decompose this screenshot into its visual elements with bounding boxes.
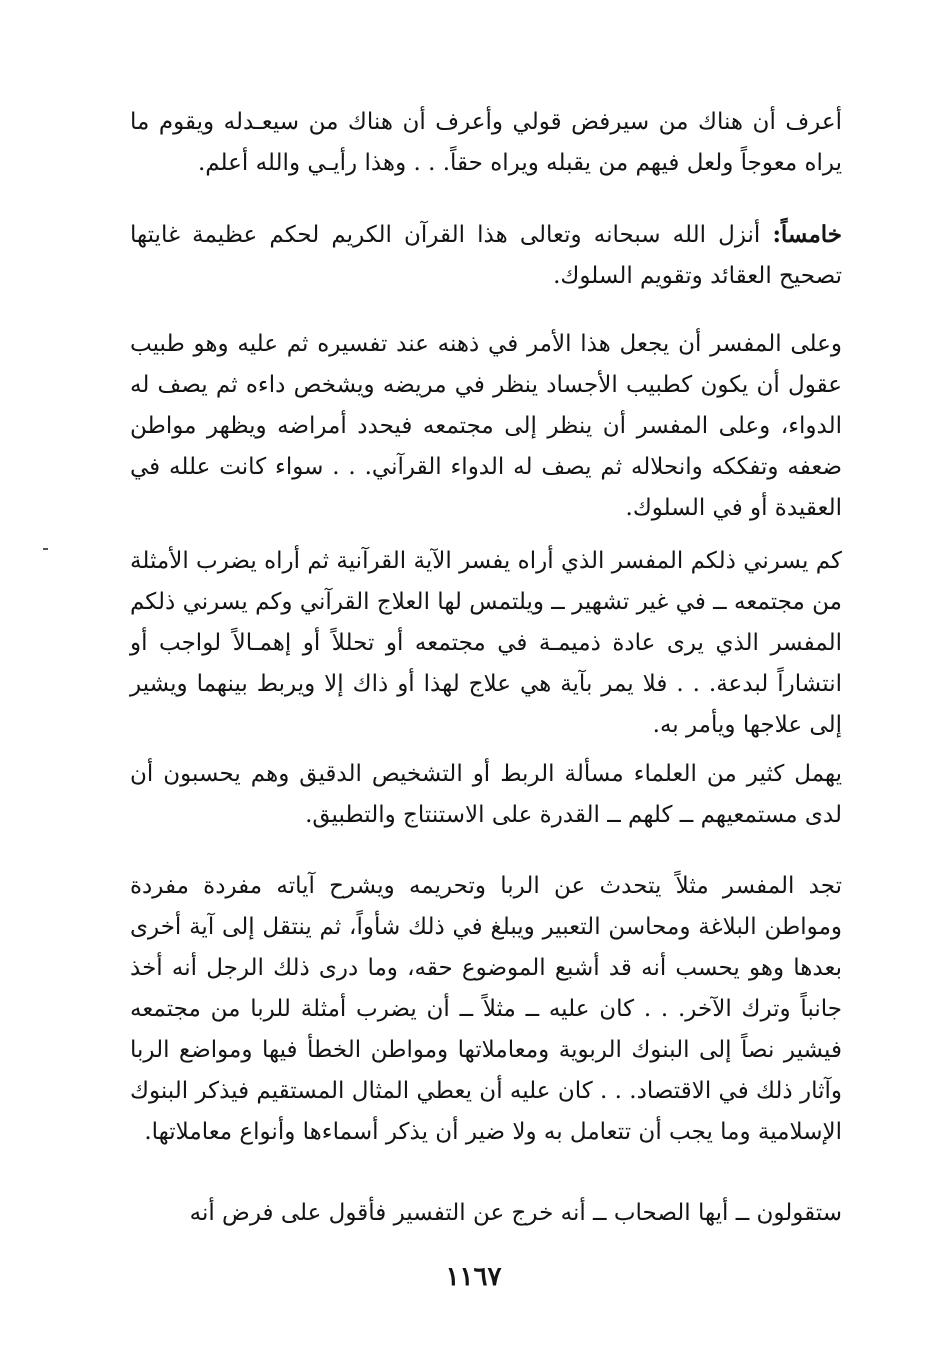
page-number: ١١٦٧ [445,1262,502,1292]
paragraph-2-lead: خامساً: [772,221,842,248]
paragraph-7 [130,1193,842,1234]
paragraph-3 [130,324,842,529]
paragraph-3-text: وعلى المفسر أن يجعل هذا الأمر في ذهنه عند تفسيره ثم عليه وهو طبيب عقول أن يكون كطبيب الأجساد ينظر في مريضه ويشخص داءه ثم يصف له الدواء، وعلى المفسر أن ينظر إلى مجتمعه فيحدد أمراضه ويظهر مواطن ضعفه وتفككه وانحلاله ثم يصف له الدواء القرآني. . . سواء كانت علله في العقيدة أو في السلوك. [130,331,842,521]
paragraph-2-text: أنزل الله سبحانه وتعالى هذا القرآن الكريم لحكم عظيمة غايتها تصحيح العقائد وتقويم السلوك. [130,222,842,289]
paragraph-1-text: أعرف أن هناك من سيرفض قولي وأعرف أن هناك من سيعـدله ويقوم ما يراه معوجاً ولعل فيهم من يقبله ويراه حقاً. . . وهذا رأيـي والله أعلم. [130,109,842,176]
paragraph-5-text: يهمل كثير من العلماء مسألة الربط أو التشخيص الدقيق وهم يحسبون أن لدى مستمعيهم ــ كلهم ــ القدرة على الاستنتاج والتطبيق. [130,761,842,828]
paragraph-4 [130,541,842,746]
margin-mark [43,548,48,550]
paragraph-4-text: كم يسرني ذلكم المفسر الذي أراه يفسر الآية القرآنية ثم أراه يضرب الأمثلة من مجتمعه ــ في غير تشهير ــ ويلتمس لها العلاج القرآني وكم يسرني ذلكم المفسر الذي يرى عادة ذميمـة في مجتمعه أو تحللاً أو إهمـالاً لواجب أو انتشاراً لبدعة. . . فلا يمر بآية هي علاج لهذا أو ذاك إلا ويربط بينهما ويشير إلى علاجها ويأمر به. [130,548,842,738]
paragraph-1 [130,102,842,184]
paragraph-7-text: ستقولون ــ أيها الصحاب ــ أنه خرج عن التفسير فأقول على فرض أنه [189,1200,842,1226]
paragraph-6 [130,866,842,1153]
paragraph-6-text: تجد المفسر مثلاً يتحدث عن الربا وتحريمه ويشرح آياته مفردة مفردة ومواطن البلاغة ومحاسن التعبير ويبلغ في ذلك شأواً، ثم ينتقل إلى آية أخرى بعدها وهو يحسب أنه قد أشبع الموضوع حقه، وما درى ذلك الرجل أنه أخذ جانباً وترك الآخر. . . كان عليه ــ مثلاً ــ أن يضرب أمثلة للربا من مجتمعه فيشير نصاً إلى البنوك الربوية ومعاملاتها ومواطن الخطأ فيها ومواضع الربا وآثار ذلك في الاقتصاد. . . كان عليه أن يعطي المثال المستقيم فيذكر البنوك الإسلامية وما يجب أن تتعامل به ولا ضير أن يذكر أسماءها وأنواع معاملاتها. [130,873,842,1145]
paragraph-2 [130,214,842,297]
paragraph-5 [130,754,842,836]
